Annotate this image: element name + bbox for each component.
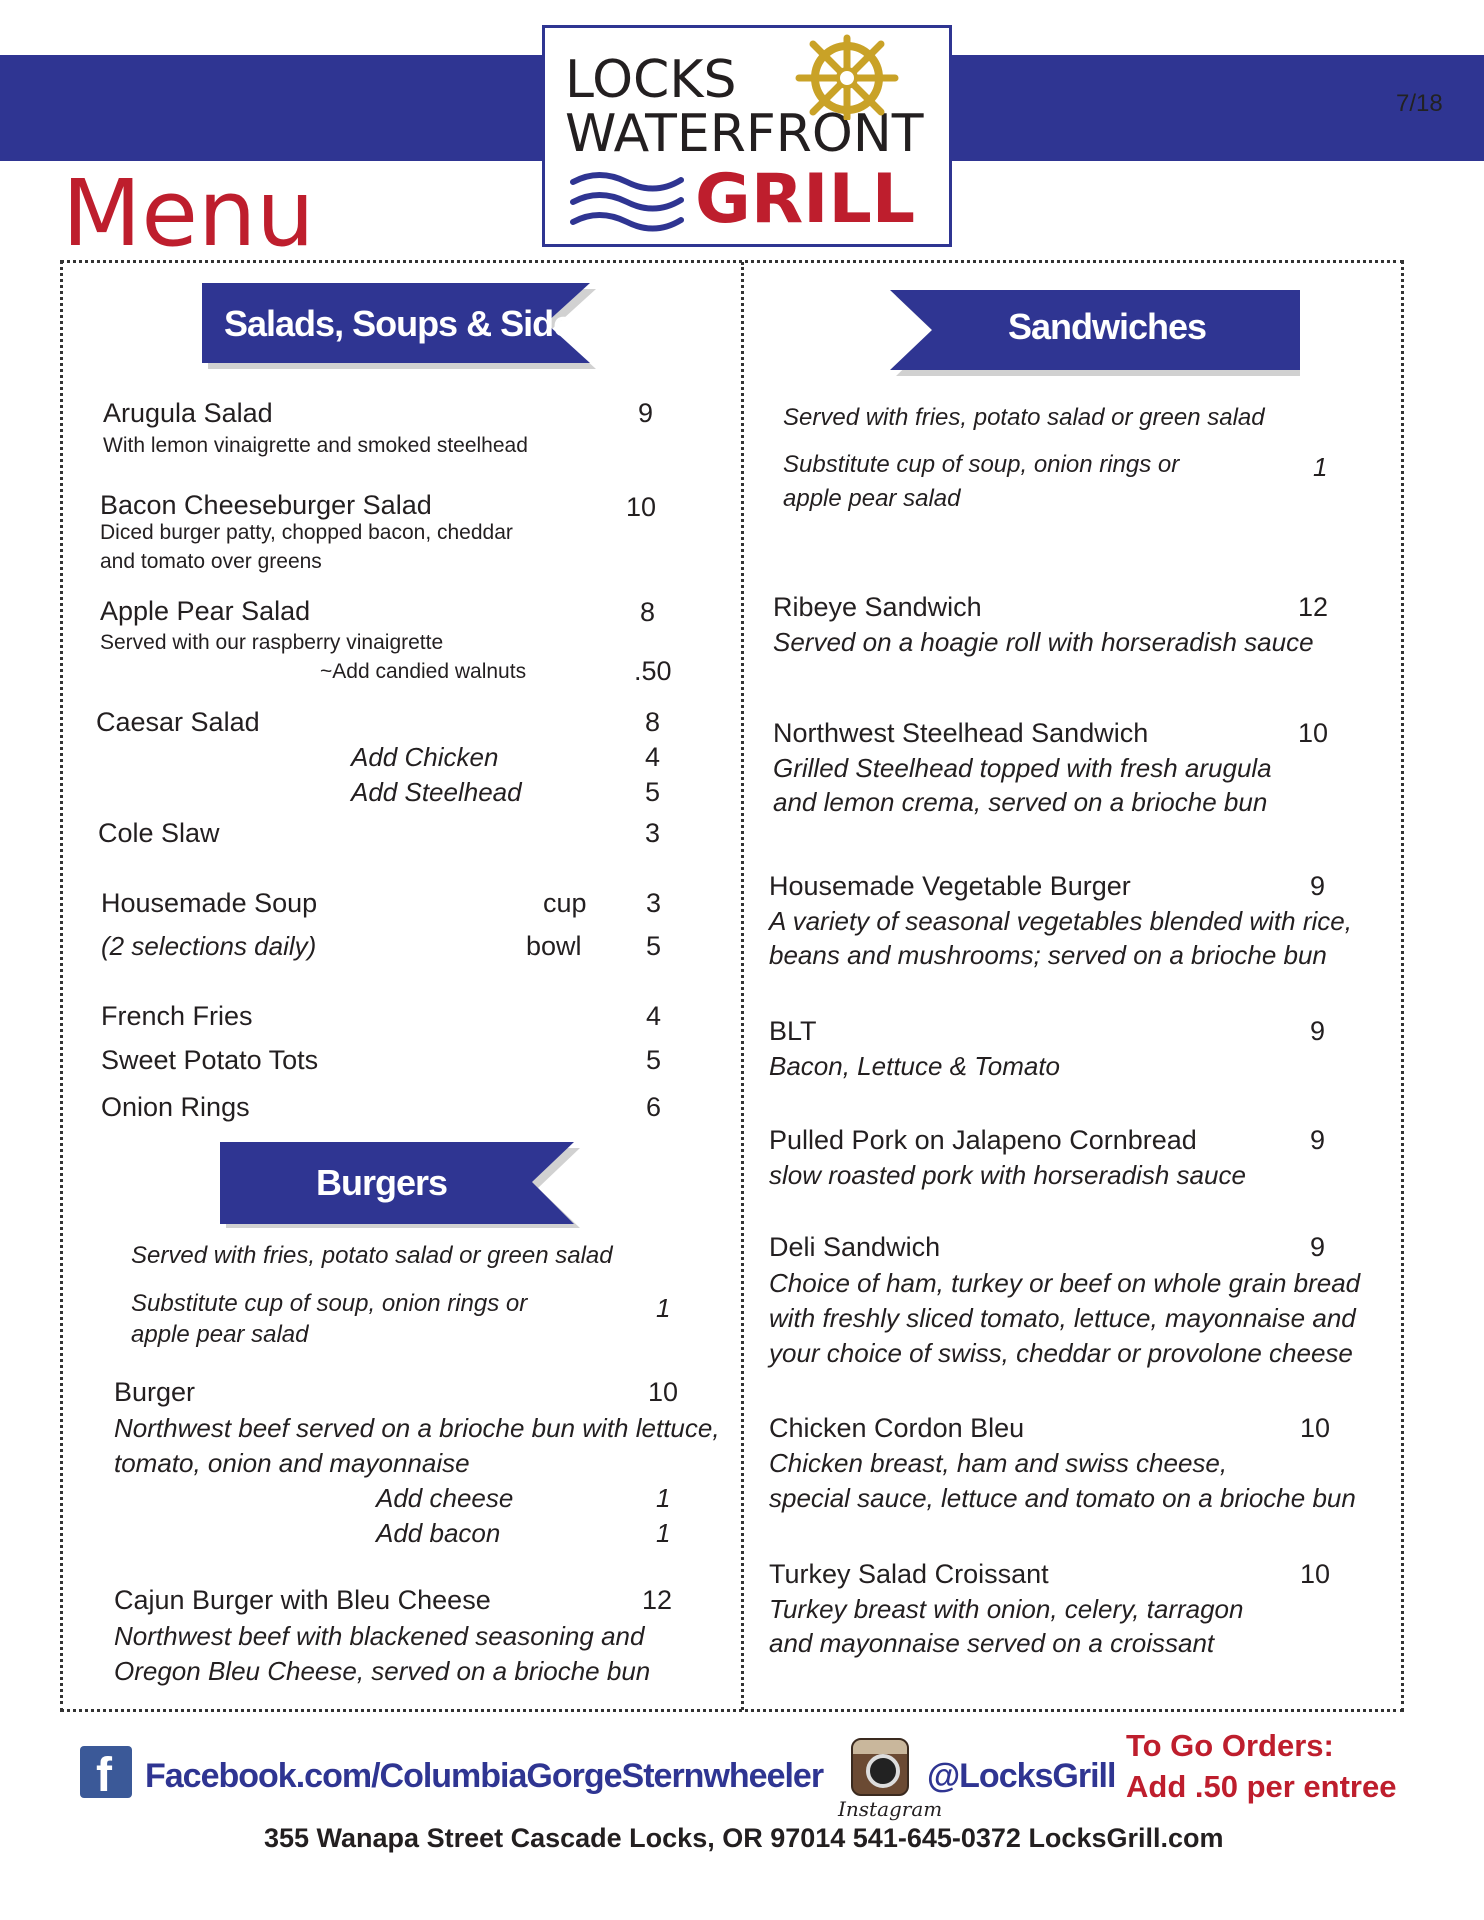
bacon-salad-name: Bacon Cheeseburger Salad [100, 490, 432, 520]
ship-wheel-icon [783, 34, 911, 120]
logo-line-locks: LOCKS [565, 50, 737, 110]
waves-icon [569, 166, 685, 236]
pork-price: 9 [1310, 1125, 1326, 1155]
arugula-price: 9 [638, 398, 654, 428]
tots-name: Sweet Potato Tots [101, 1045, 319, 1075]
caesar-price: 8 [645, 707, 661, 737]
ribeye-desc: Served on a hoagie roll with horseradish sauce [773, 627, 1314, 657]
facebook-link[interactable]: Facebook.com/ColumbiaGorgeSternwheeler [145, 1757, 824, 1795]
turkey-desc2: and mayonnaise served on a croissant [769, 1628, 1215, 1658]
bacon-salad-desc1: Diced burger patty, chopped bacon, cheddar [100, 521, 513, 544]
instagram-handle[interactable]: @LocksGrill [927, 1757, 1116, 1795]
page-title: Menu [62, 160, 315, 267]
blt-name: BLT [769, 1016, 817, 1046]
soup-cup-price: 3 [646, 888, 662, 918]
bacon-salad-desc2: and tomato over greens [100, 550, 322, 573]
togo-heading: To Go Orders: [1126, 1728, 1334, 1763]
applepear-addon: ~Add candied walnuts [320, 660, 527, 683]
burgers-banner [220, 1142, 580, 1232]
logo [542, 25, 952, 247]
coleslaw-price: 3 [645, 818, 661, 848]
blt-price: 9 [1310, 1016, 1326, 1046]
soup-name: Housemade Soup [101, 888, 318, 918]
fries-name: French Fries [101, 1001, 253, 1031]
steelhead-desc1: Grilled Steelhead topped with fresh arugula [773, 753, 1272, 783]
burger-name: Burger [114, 1377, 196, 1407]
caesar-add-steelhead-price: 5 [645, 777, 661, 807]
caesar-name: Caesar Salad [96, 707, 260, 737]
togo-note: Add .50 per entree [1126, 1769, 1397, 1804]
soup-note: (2 selections daily) [101, 931, 317, 961]
soup-cup: cup [543, 888, 587, 918]
burger-desc2: tomato, onion and mayonnaise [114, 1448, 470, 1478]
blt-desc: Bacon, Lettuce & Tomato [769, 1051, 1061, 1081]
steelhead-desc2: and lemon crema, served on a brioche bun [773, 787, 1268, 817]
cajun-desc2: Oregon Bleu Cheese, served on a brioche bun [114, 1656, 651, 1686]
salads-heading: Salads, Soups & Sides [224, 303, 592, 344]
cordon-desc2: special sauce, lettuce and tomato on a brioche bun [769, 1483, 1356, 1513]
cajun-price: 12 [642, 1585, 673, 1615]
applepear-addon-price: .50 [634, 656, 672, 686]
sandwiches-served: Served with fries, potato salad or green salad [783, 404, 1265, 431]
burgers-sub-price: 1 [656, 1293, 671, 1323]
applepear-price: 8 [640, 597, 656, 627]
burger-add-cheese-price: 1 [656, 1483, 671, 1513]
cajun-desc1: Northwest beef with blackened seasoning and [114, 1621, 645, 1651]
fries-price: 4 [646, 1001, 662, 1031]
tots-price: 5 [646, 1045, 662, 1075]
arugula-name: Arugula Salad [103, 398, 273, 428]
rings-name: Onion Rings [101, 1092, 250, 1122]
burger-add-cheese: Add cheese [376, 1483, 514, 1513]
cordon-price: 10 [1300, 1413, 1331, 1443]
column-divider [741, 262, 744, 1710]
burgers-sub2: apple pear salad [131, 1321, 309, 1348]
rings-price: 6 [646, 1092, 662, 1122]
deli-desc1: Choice of ham, turkey or beef on whole grain bread [769, 1268, 1361, 1298]
facebook-icon: f [80, 1746, 132, 1798]
cajun-name: Cajun Burger with Bleu Cheese [114, 1585, 491, 1615]
veggie-price: 9 [1310, 871, 1326, 901]
veggie-desc2: beans and mushrooms; served on a brioche bun [769, 940, 1327, 970]
deli-name: Deli Sandwich [769, 1232, 941, 1262]
turkey-price: 10 [1300, 1559, 1331, 1589]
menu-date: 7/18 [1396, 90, 1443, 117]
caesar-add-chicken-price: 4 [645, 742, 661, 772]
sandwiches-sub2: apple pear salad [783, 485, 961, 512]
ribeye-price: 12 [1298, 592, 1329, 622]
pork-name: Pulled Pork on Jalapeno Cornbread [769, 1125, 1197, 1155]
burger-add-bacon-price: 1 [656, 1518, 671, 1548]
address-line: 355 Wanapa Street Cascade Locks, OR 97014 541-645-0372 LocksGrill.com [264, 1823, 1224, 1853]
caesar-add-chicken: Add Chicken [351, 742, 499, 772]
burgers-served: Served with fries, potato salad or green salad [131, 1242, 613, 1269]
instagram-icon [851, 1738, 909, 1796]
burger-add-bacon: Add bacon [376, 1518, 501, 1548]
steelhead-price: 10 [1298, 718, 1329, 748]
instagram-label: Instagram [838, 1797, 943, 1821]
logo-line-waterfront: WATERFRONT [565, 104, 924, 164]
steelhead-name: Northwest Steelhead Sandwich [773, 718, 1149, 748]
veggie-name: Housemade Vegetable Burger [769, 871, 1131, 901]
cordon-desc1: Chicken breast, ham and swiss cheese, [769, 1448, 1228, 1478]
sandwiches-sub1: Substitute cup of soup, onion rings or [783, 451, 1180, 478]
cordon-name: Chicken Cordon Bleu [769, 1413, 1025, 1443]
arugula-desc: With lemon vinaigrette and smoked steelhead [103, 434, 528, 457]
applepear-name: Apple Pear Salad [100, 596, 311, 626]
turkey-name: Turkey Salad Croissant [769, 1559, 1049, 1589]
logo-line-grill: GRILL [695, 160, 916, 239]
sandwiches-heading: Sandwiches [1008, 306, 1207, 347]
burgers-heading: Burgers [316, 1162, 448, 1203]
pork-desc: slow roasted pork with horseradish sauce [769, 1160, 1246, 1190]
salads-banner [202, 283, 602, 373]
turkey-desc1: Turkey breast with onion, celery, tarragon [769, 1594, 1244, 1624]
sandwiches-banner [890, 288, 1300, 378]
sandwiches-sub-price: 1 [1313, 452, 1328, 482]
soup-bowl: bowl [526, 931, 582, 961]
burgers-sub1: Substitute cup of soup, onion rings or [131, 1290, 528, 1317]
bacon-salad-price: 10 [626, 492, 657, 522]
burger-price: 10 [648, 1377, 679, 1407]
ribeye-name: Ribeye Sandwich [773, 592, 982, 622]
soup-bowl-price: 5 [646, 931, 662, 961]
applepear-desc: Served with our raspberry vinaigrette [100, 631, 444, 654]
caesar-add-steelhead: Add Steelhead [351, 777, 522, 807]
deli-price: 9 [1310, 1232, 1326, 1262]
coleslaw-name: Cole Slaw [98, 818, 220, 848]
deli-desc2: with freshly sliced tomato, lettuce, mayonnaise and [769, 1303, 1356, 1333]
deli-desc3: your choice of swiss, cheddar or provolone cheese [769, 1338, 1353, 1368]
burger-desc1: Northwest beef served on a brioche bun with lettuce, [114, 1413, 720, 1443]
veggie-desc1: A variety of seasonal vegetables blended with rice, [769, 906, 1352, 936]
